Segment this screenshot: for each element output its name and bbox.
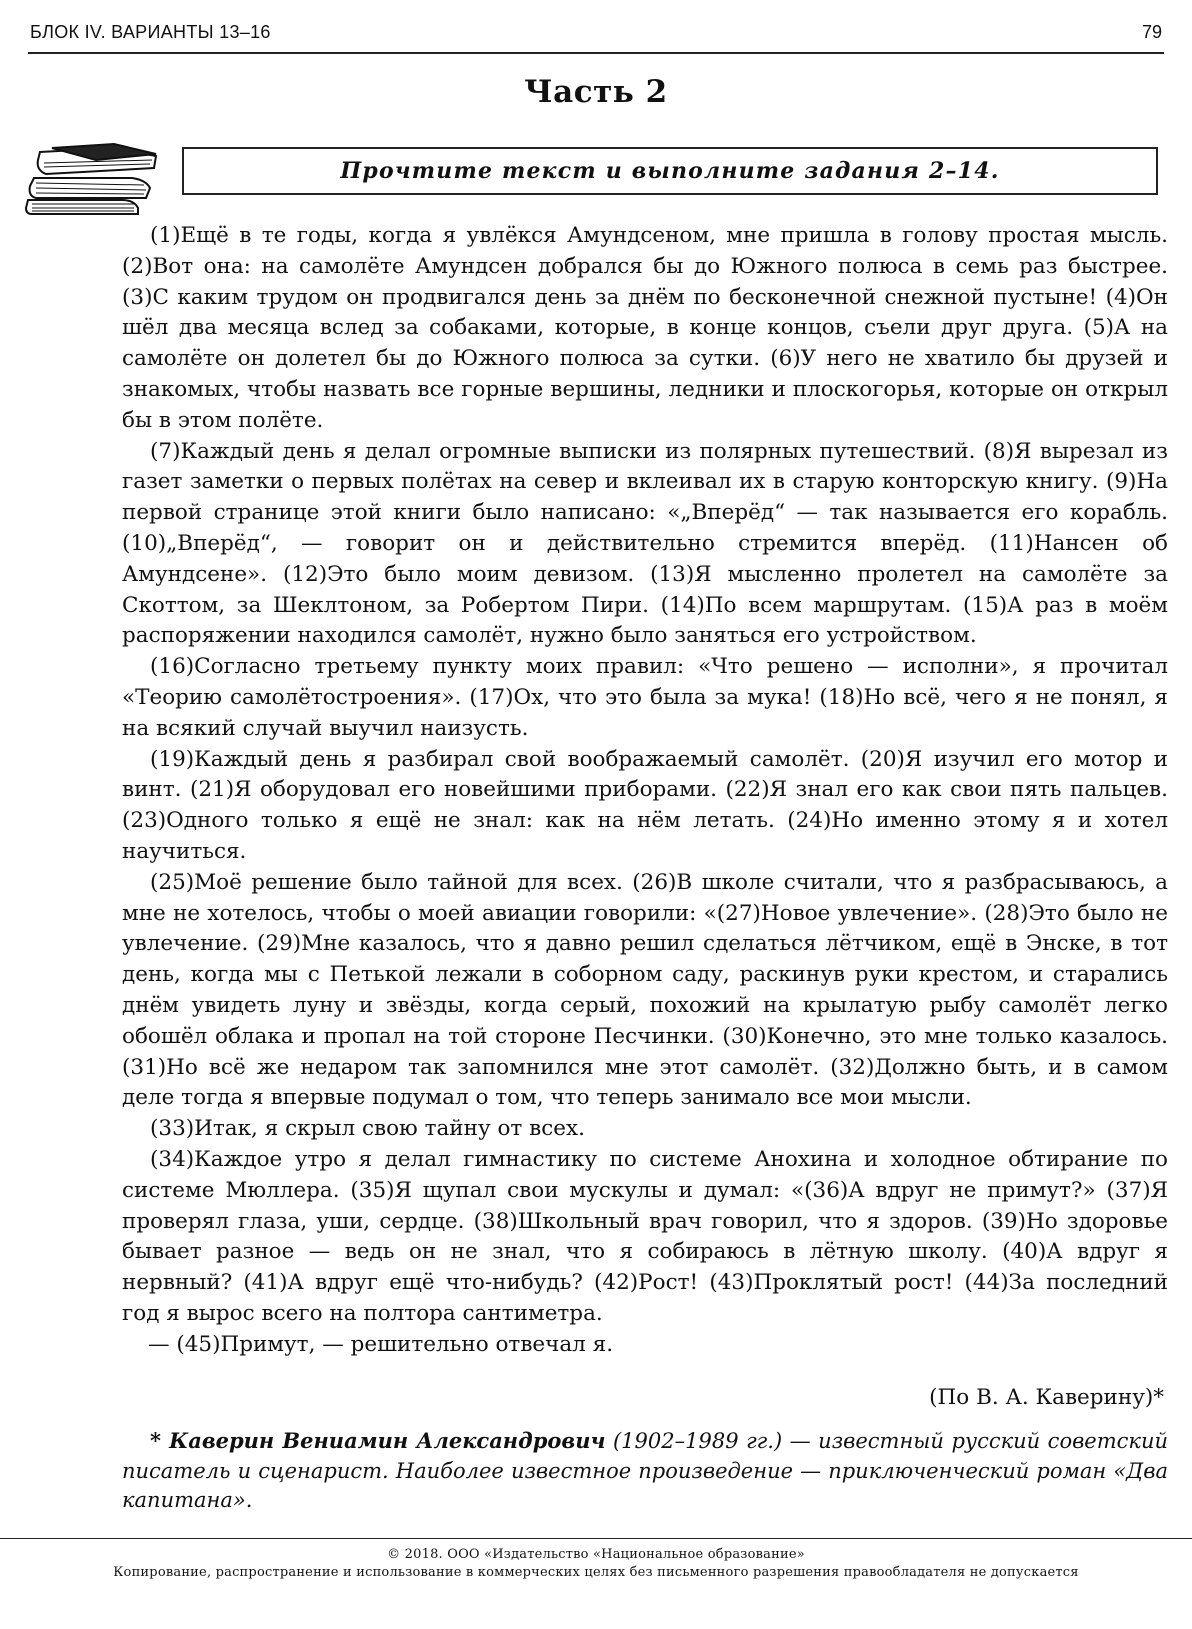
- paragraph: (33)Итак, я скрыл свою тайну от всех.: [150, 1116, 585, 1142]
- paragraph: (19)Каждый день я разбирал свой воображаемый самолёт. (20)Я изучил его мотор и винт. (21)Я оборудовал его новейшими приборами. (22)Я знал его как свои пять пальцев. (23)Одного только я ещё не знал: как на нём летать. (24)Но именно этому я и хотел научиться.: [122, 746, 1168, 864]
- footer-divider: [0, 1538, 1192, 1539]
- paragraph: (1)Ещё в те годы, когда я увлёкся Амундсеном, мне пришла в голову простая мысль. (2)Вот она: на самолёте Амундсен добрался бы до Южного полюса в семь раз быстрее. (3)С каким трудом он продвигался день за днём по бесконечной снежной пустыне! (4)Он шёл два месяца вслед за собаками, которые, в конце концов, съели друг друга. (5)А на самолёте он долетел бы до Южного полюса за сутки. (6)У него не хватило бы друзей и знакомых, чтобы назвать все горные вершины, ледники и плоскогорья, которые он открыл бы в этом полёте.: [122, 223, 1168, 433]
- footnote-text: (1902–1989 гг.) — известный русский советский писатель и сценарист. Наиболее известное произведение — приключенческий роман «Два капитана».: [122, 1429, 1168, 1512]
- footnote: [122, 1426, 1168, 1516]
- copyright: © 2018. ООО «Издательство «Национальное образование»: [387, 1547, 805, 1562]
- page-number: 79: [1141, 22, 1162, 42]
- stack-of-books-icon: [22, 138, 164, 218]
- paragraph: (16)Согласно третьему пункту моих правил: «Что решено — исполни», я прочитал «Теорию самолётостроения». (17)Ох, что это была за мука! (18)Но всё, чего я не понял, я на всякий случай выучил наизусть.: [122, 654, 1168, 741]
- task-instruction-box: Прочтите текст и выполните задания 2–14.: [182, 147, 1158, 195]
- paragraph: (25)Моё решение было тайной для всех. (26)В школе считали, что я разбрасываюсь, а мне не хотелось, чтобы о моей авиации говорили: «(27)Новое увлечение». (28)Это было не увлечение. (29)Мне казалось, что я давно решил сделаться лётчиком, ещё в Энске, в тот день, когда мы с Петькой лежали в соборном саду, раскинув руки крестом, и старались днём увидеть луну и звёзды, когда серый, похожий на крылатую рыбу самолёт легко обошёл облака и пропал на той стороне Песчинки. (30)Конечно, это мне только казалось. (31)Но всё же недаром так запомнился мне этот самолёт. (32)Должно быть, и в самом деле тогда я впервые подумал о том, что теперь занимало все мои мысли.: [122, 869, 1168, 1111]
- part-title: Часть 2: [524, 74, 668, 110]
- footnote-author-name: * Каверин Вениамин Александрович: [150, 1428, 606, 1453]
- page-header: [28, 18, 1164, 54]
- paragraph: (34)Каждое утро я делал гимнастику по системе Анохина и холодное обтирание по системе Мюллера. (35)Я щупал свои мускулы и думал: «(36)А вдруг не примут?» (37)Я проверял глаза, уши, сердце. (38)Школьный врач говорил, что я здоров. (39)Но здоровье бывает разное — ведь он не знал, что я собираюсь в лётную школу. (40)А вдруг я нервный? (41)А вдруг ещё что-нибудь? (42)Рост! (43)Проклятый рост! (44)За последний год я вырос всего на полтора сантиметра.: [122, 1146, 1168, 1326]
- page-footer: [0, 1546, 1192, 1582]
- section-title: БЛОК IV. ВАРИАНТЫ 13–16: [30, 22, 271, 42]
- paragraph: (7)Каждый день я делал огромные выписки из полярных путешествий. (8)Я вырезал из газет заметки о первых полётах на север и вклеивал их в старую конторскую книгу. (9)На первой странице этой книги было написано: «„Вперёд“ — так называется его корабль. (10)„Вперёд“, — говорит он и действительно стремится вперёд. (11)Нансен об Амундсене». (12)Это было моим девизом. (13)Я мысленно пролетел на самолёте за Скоттом, за Шеклтоном, за Робертом Пири. (14)По всем маршрутам. (15)А раз в моём распоряжении находился самолёт, нужно было заняться его устройством.: [122, 438, 1168, 649]
- copy-notice: Копирование, распространение и использование в коммерческих целях без письменного разрешения правообладателя не допускается: [113, 1565, 1079, 1580]
- author-reference: (По В. А. Каверину)*: [929, 1385, 1164, 1410]
- dialog-line: — (45)Примут, — решительно отвечал я.: [148, 1331, 614, 1357]
- reading-text: [122, 221, 1168, 1360]
